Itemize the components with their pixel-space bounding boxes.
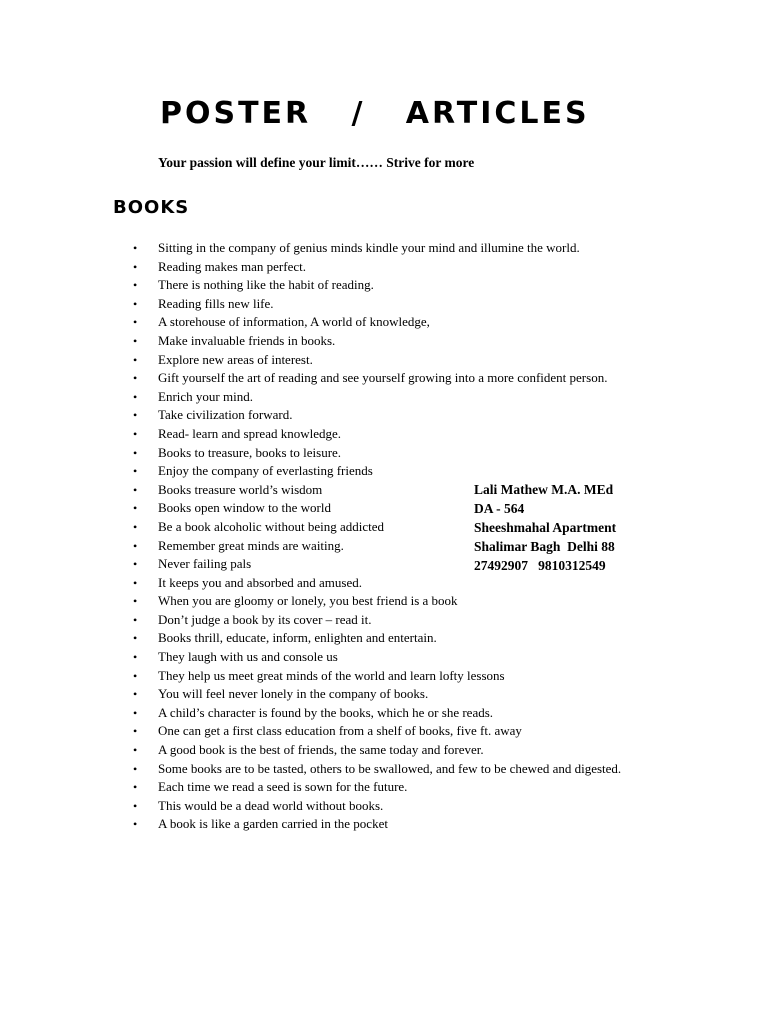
bullet-icon: • bbox=[133, 687, 138, 702]
bullet-item bbox=[0, 444, 654, 463]
contact-address-line-2: Sheeshmahal Apartment bbox=[474, 519, 617, 535]
contact-address-line-3: Shalimar Bagh Delhi 88 bbox=[474, 538, 615, 554]
bullet-item bbox=[0, 574, 654, 593]
bullet-icon: • bbox=[133, 594, 138, 609]
bullet-item bbox=[0, 629, 654, 648]
bullet-item bbox=[0, 815, 654, 834]
bullet-text: A storehouse of information, A world of knowledge, bbox=[158, 314, 430, 330]
bullet-text: Enrich your mind. bbox=[158, 388, 253, 404]
bullet-text: Be a book alcoholic without being addicted bbox=[158, 518, 384, 534]
bullet-text: It keeps you and absorbed and amused. bbox=[158, 574, 362, 590]
bullet-item bbox=[0, 797, 654, 816]
bullet-icon: • bbox=[133, 817, 138, 832]
bullet-icon: • bbox=[133, 464, 138, 479]
bullet-text: Make invaluable friends in books. bbox=[158, 332, 336, 348]
bullet-text: Sitting in the company of genius minds kindle your mind and illumine the world. bbox=[158, 240, 580, 255]
bullet-item bbox=[0, 295, 654, 314]
bullet-icon: • bbox=[133, 761, 138, 776]
bullet-icon: • bbox=[133, 315, 138, 330]
bullet-icon: • bbox=[133, 482, 138, 497]
bullet-icon: • bbox=[133, 352, 138, 367]
bullet-icon: • bbox=[133, 519, 138, 534]
bullet-text: Enjoy the company of everlasting friends bbox=[158, 463, 373, 479]
bullet-icon: • bbox=[133, 631, 138, 646]
bullet-icon: • bbox=[133, 612, 138, 627]
bullet-item bbox=[0, 722, 654, 741]
contact-name: Lali Mathew M.A. MEd bbox=[474, 482, 614, 497]
bullet-text: They help us meet great minds of the world and learn lofty lessons bbox=[158, 667, 505, 683]
bullet-text: A book is like a garden carried in the pocket bbox=[158, 816, 388, 832]
section-heading-books: BOOKS bbox=[113, 197, 190, 218]
bullet-icon: • bbox=[133, 724, 138, 739]
bullet-item bbox=[0, 276, 654, 295]
bullet-text: Some books are to be tasted, others to be swallowed, and few to be chewed and digested. bbox=[158, 760, 622, 776]
contact-phones: 27492907 9810312549 bbox=[474, 557, 606, 573]
bullet-item bbox=[0, 351, 654, 370]
bullet-icon: • bbox=[133, 705, 138, 720]
bullet-text: Each time we read a seed is sown for the future. bbox=[158, 779, 408, 795]
bullet-icon: • bbox=[133, 798, 138, 813]
bullet-icon: • bbox=[133, 557, 138, 572]
bullet-item bbox=[0, 667, 654, 686]
bullet-icon: • bbox=[133, 389, 138, 404]
bullet-item bbox=[0, 239, 654, 258]
bullet-text: There is nothing like the habit of reading. bbox=[158, 277, 374, 293]
bullet-icon: • bbox=[133, 259, 138, 274]
bullet-icon: • bbox=[133, 426, 138, 441]
bullet-icon: • bbox=[133, 501, 138, 516]
bullet-item bbox=[0, 685, 654, 704]
bullet-text: A child’s character is found by the books, which he or she reads. bbox=[158, 704, 494, 720]
bullet-text: Gift yourself the art of reading and see yourself growing into a more confident person. bbox=[158, 370, 608, 386]
bullet-icon: • bbox=[133, 668, 138, 683]
bullet-text: Reading fills new life. bbox=[158, 295, 274, 311]
bullet-icon: • bbox=[133, 538, 138, 553]
bullet-text: When you are gloomy or lonely, you best friend is a book bbox=[158, 593, 458, 609]
bullet-item bbox=[0, 313, 654, 332]
bullet-icon: • bbox=[133, 278, 138, 293]
bullet-text: Don’t judge a book by its cover – read it. bbox=[158, 611, 372, 627]
bullet-item bbox=[0, 258, 654, 277]
bullet-icon: • bbox=[133, 575, 138, 590]
bullet-item bbox=[0, 648, 654, 667]
contact-block bbox=[474, 481, 616, 576]
bullet-item bbox=[0, 704, 654, 723]
bullet-item bbox=[0, 425, 654, 444]
bullet-text: Reading makes man perfect. bbox=[158, 258, 306, 274]
bullet-icon: • bbox=[133, 408, 138, 423]
bullet-text: Books thrill, educate, inform, enlighten and entertain. bbox=[158, 630, 437, 646]
bullet-item bbox=[0, 462, 654, 481]
bullet-item bbox=[0, 592, 654, 611]
bullet-text: Books open window to the world bbox=[158, 500, 331, 516]
bullet-icon: • bbox=[133, 296, 138, 311]
bullet-text: Remember great minds are waiting. bbox=[158, 537, 344, 553]
bullet-item bbox=[0, 778, 654, 797]
bullet-icon: • bbox=[133, 743, 138, 758]
bullet-icon: • bbox=[133, 650, 138, 665]
bullet-item bbox=[0, 406, 654, 425]
contact-address-line-1: DA - 564 bbox=[474, 500, 525, 516]
bullet-icon: • bbox=[133, 780, 138, 795]
bullet-text: Take civilization forward. bbox=[158, 407, 293, 423]
bullet-item bbox=[0, 332, 654, 351]
bullet-text: Never failing pals bbox=[158, 556, 252, 572]
bullet-text: One can get a first class education from a shelf of books, five ft. away bbox=[158, 723, 522, 739]
bullet-item bbox=[0, 388, 654, 407]
tagline: Your passion will define your limit…… Strive for more bbox=[158, 155, 475, 170]
bullet-item bbox=[0, 741, 654, 760]
bullet-icon: • bbox=[133, 241, 138, 255]
bullet-text: Books treasure world’s wisdom bbox=[158, 481, 323, 497]
bullet-text: Books to treasure, books to leisure. bbox=[158, 444, 342, 460]
bullet-item bbox=[0, 369, 654, 388]
bullet-icon: • bbox=[133, 333, 138, 348]
bullet-text: Explore new areas of interest. bbox=[158, 351, 313, 367]
bullet-text: Read- learn and spread knowledge. bbox=[158, 425, 342, 441]
bullet-text: This would be a dead world without books. bbox=[158, 797, 384, 813]
bullet-item bbox=[0, 611, 654, 630]
bullet-text: They laugh with us and console us bbox=[158, 649, 338, 665]
bullet-item bbox=[0, 760, 654, 779]
page-title: POSTER / ARTICLES bbox=[160, 96, 590, 131]
bullet-text: You will feel never lonely in the company of books. bbox=[158, 686, 429, 702]
bullet-icon: • bbox=[133, 371, 138, 386]
bullet-icon: • bbox=[133, 445, 138, 460]
bullet-text: A good book is the best of friends, the same today and forever. bbox=[158, 742, 484, 758]
